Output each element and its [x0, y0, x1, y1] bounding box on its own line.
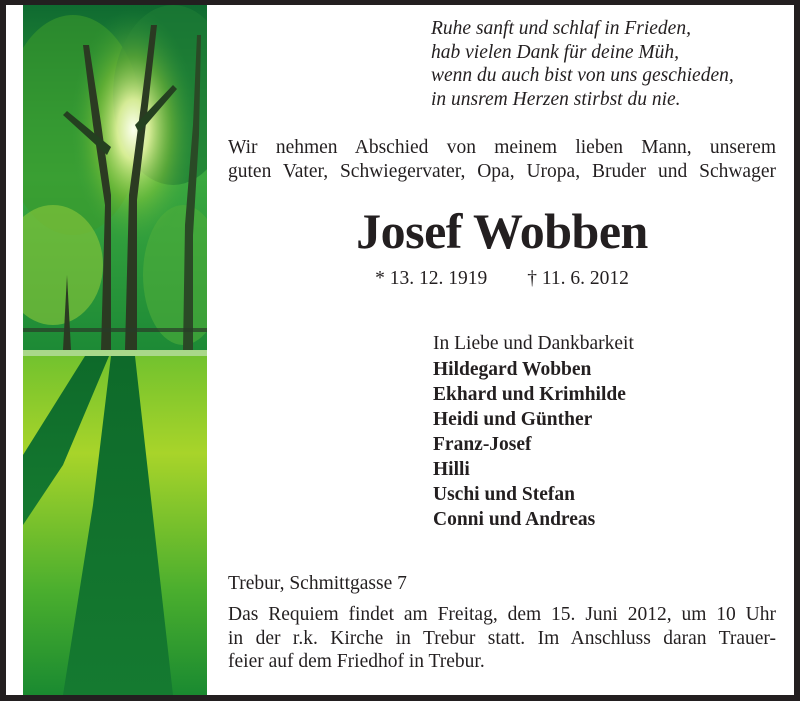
poem-line: Ruhe sanft und schlaf in Frieden,	[431, 18, 691, 39]
mourner: Hilli	[433, 459, 470, 480]
death-date: † 11. 6. 2012	[527, 268, 629, 289]
poem-line: hab vielen Dank für deine Müh,	[431, 41, 680, 63]
service-line: Das Requiem findet am Freitag, dem 15. Juni 2012, um 10 Uhr	[228, 604, 776, 625]
mourner: Ekhard und Krimhilde	[433, 384, 626, 405]
poem	[431, 17, 734, 111]
service-info	[228, 603, 776, 674]
mourner: Franz-Josef	[433, 434, 532, 455]
mourners-label: In Liebe und Dankbarkeit	[433, 333, 634, 354]
birth-date: * 13. 12. 1919	[375, 268, 488, 289]
mourners-list	[433, 331, 634, 532]
mourner: Hildegard Wobben	[433, 359, 592, 380]
trees-in-park-with-sun-and-long-shadows-image	[23, 5, 207, 695]
mourner: Uschi und Stefan	[433, 484, 575, 505]
poem-line: in unsrem Herzen stirbst du nie.	[431, 88, 681, 110]
farewell-intro	[228, 136, 776, 183]
service-line: in der r.k. Kirche in Trebur statt. Im Anschluss daran Trauer-	[228, 627, 776, 649]
intro-line: guten Vater, Schwiegervater, Opa, Uropa, Bruder und Schwager	[228, 160, 776, 182]
intro-line: Wir nehmen Abschied von meinem lieben Mann, unserem	[228, 137, 776, 158]
obituary-notice	[6, 5, 794, 695]
mourner: Heidi und Günther	[433, 409, 593, 430]
deceased-name: Josef Wobben	[356, 203, 648, 259]
service-line: feier auf dem Friedhof in Trebur.	[228, 651, 485, 672]
mourner: Conni und Andreas	[433, 509, 596, 530]
poem-line: wenn du auch bist von uns geschieden,	[431, 65, 734, 86]
life-dates	[228, 267, 776, 291]
address: Trebur, Schmittgasse 7	[228, 573, 407, 594]
photo-illustration	[23, 5, 207, 695]
